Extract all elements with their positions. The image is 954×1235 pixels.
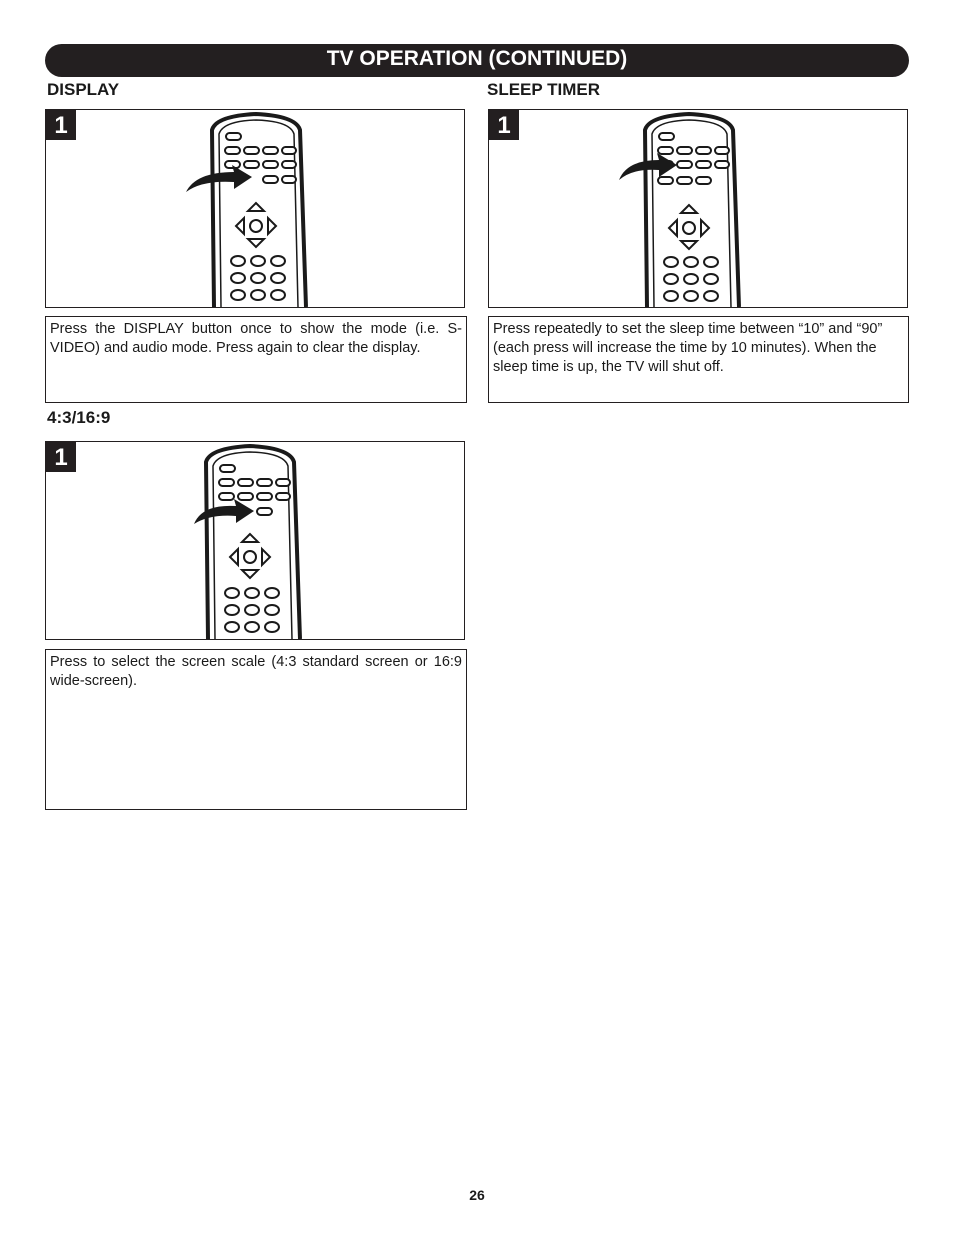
remote-control-illustration <box>180 442 320 639</box>
display-figure <box>45 109 465 308</box>
page-number: 26 <box>469 1187 485 1203</box>
display-description: Press the DISPLAY button once to show the mode (i.e. S-VIDEO) and audio mode. Press again to clear the display. <box>45 316 467 403</box>
sleep-timer-figure <box>488 109 908 308</box>
remote-control-illustration <box>619 110 759 307</box>
step-badge: 1 <box>46 110 76 140</box>
page-header: TV OPERATION (CONTINUED) <box>45 44 909 77</box>
step-badge: 1 <box>489 110 519 140</box>
aspect-figure <box>45 441 465 640</box>
aspect-description: Press to select the screen scale (4:3 standard screen or 16:9 wide-screen). <box>45 649 467 810</box>
display-section-title: DISPLAY <box>47 80 120 99</box>
sleep-timer-section-title: SLEEP TIMER <box>487 80 601 99</box>
remote-control-illustration <box>186 110 326 307</box>
step-badge: 1 <box>46 442 76 472</box>
aspect-section-title: 4:3/16:9 <box>47 408 111 427</box>
sleep-timer-description: Press repeatedly to set the sleep time between “10” and “90” (each press will increase the time by 10 minutes). When the sleep time is up, the TV will shut off. <box>488 316 909 403</box>
